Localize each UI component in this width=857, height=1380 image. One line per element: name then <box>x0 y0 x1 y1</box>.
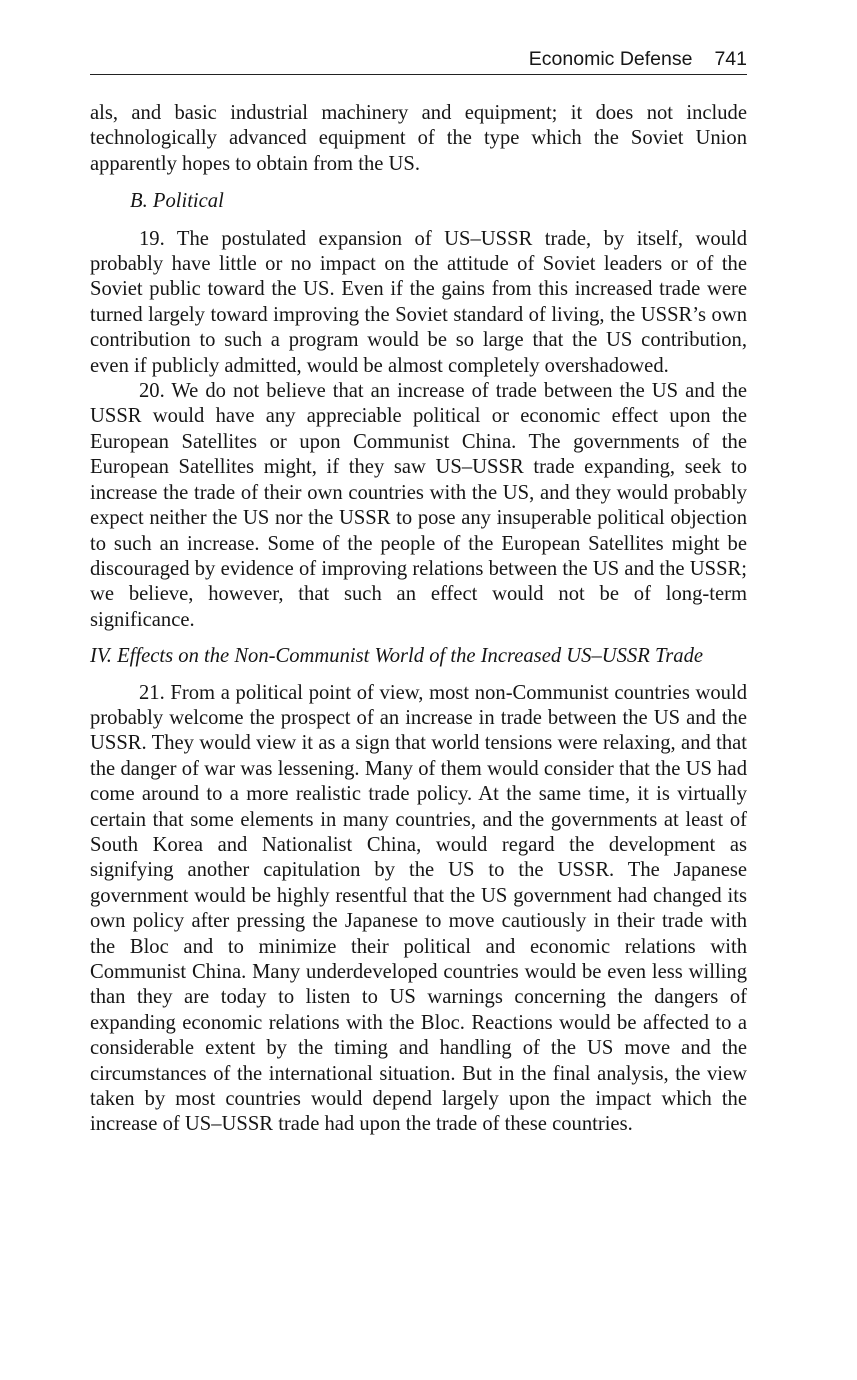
running-header <box>90 44 747 75</box>
continuation-paragraph: als, and basic industrial machinery and equipment; it does not include technologically advanced equipment of the type which the Soviet Union apparently hopes to obtain from the US. <box>90 102 747 175</box>
paragraph-19: 19. The postulated expansion of US–USSR trade, by itself, would probably have little or no impact on the attitude of Soviet leaders or of the Soviet public toward the US. Even if the gains from this increased trade were turned largely toward improving the Soviet standard of living, the USSR’s own contribution to such a program would be so large that the US contribution, even if publicly admitted, would be almost completely overshadowed. <box>90 227 747 377</box>
section-heading-political: B. Political <box>130 190 224 213</box>
paragraph-20: 20. We do not believe that an increase of trade between the US and the USSR would have any appreciable political or economic effect upon the European Satellites or upon Communist China. The governments of the European Satellites might, if they saw US–USSR trade expanding, seek to increase the trade of their own countries with the US, and they would probably expect neither the US nor the USSR to pose any insuperable political objection to such an increase. Some of the people of the European Satellites might be discouraged by evidence of improving relations between the US and the USSR; we believe, however, that such an effect would not be of long-term significance. <box>90 380 747 631</box>
paragraph-21: 21. From a political point of view, most non-Communist countries would probably welcome the prospect of an increase in trade between the US and the USSR. They would view it as a sign that world tensions were relaxing, and that the danger of war was lessening. Many of them would consider that the US had come around to a more realistic trade policy. At the same time, it is virtually certain that some elements in many countries, and the governments at least of South Korea and Nationalist China, would regard the development as signifying another capitulation by the US to the USSR. The Japanese government would be highly resentful that the US government had changed its own policy after pressing the Japanese to move cautiously in their trade with the Bloc and to minimize their political and economic relations with Communist China. Many underdeveloped countries would be even less willing than they are today to listen to US warnings concerning the dangers of expanding economic relations with the Bloc. Reactions would be affected to a considerable extent by the timing and handling of the US move and the circumstances of the international situation. But in the final analysis, the view taken by most countries would depend largely upon the impact which the increase of US–USSR trade had upon the trade of these countries. <box>90 681 747 1136</box>
running-head-title: Economic Defense <box>528 48 693 70</box>
body-text <box>90 101 747 1138</box>
page-number: 741 <box>714 48 747 70</box>
document-page <box>90 44 747 1138</box>
section-heading-effects: IV. Effects on the Non-Communist World of the Increased US–USSR Trade <box>90 645 704 668</box>
